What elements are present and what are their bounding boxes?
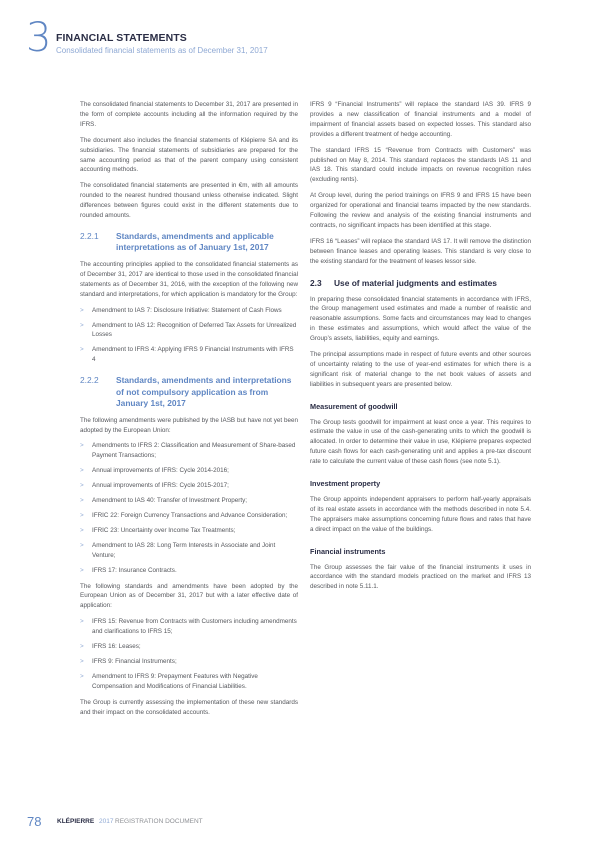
list-item: > Amendment to IFRS 9: Prepayment Features with Negative Compensation and Modifications of Financial Liabilities. [80,672,258,690]
intro-paragraph: The document also includes the financial statements of Klépierre SA and its subsidiaries. The financial statements of subsidiaries are prepared for the same accounting period as that of the parent company using consistent accounting methods. [80,136,298,174]
left-column [80,100,298,723]
subheading-investment-property: Investment property [310,479,381,489]
paragraph: The Group tests goodwill for impairment at least once a year. This requires to estimate the value in use of the cash-generating units to which the goodwill is allocated. In order to determine their value in use, Klépierre prepares expected future cash flows for each cash-generating unit and applies a pre-tax discount rate to calculate the current value of these cash flows (see note 5.1). [310,418,531,466]
document-year: 2017 [99,818,114,825]
chevron-bullet-icon: > [80,306,84,314]
chevron-bullet-icon: > [80,643,84,651]
chevron-bullet-icon: > [80,321,84,329]
mandatory-standards-list [80,306,298,366]
list-item: > Amendment to IAS 40: Transfer of Investment Property; [80,497,248,505]
list-item: > Annual improvements of IFRS: Cycle 2014-2016; [80,467,229,475]
chevron-bullet-icon: > [80,657,84,665]
brand-name: KLÉPIERRE [57,818,95,825]
paragraph: The standard IFRS 15 “Revenue from Contracts with Customers” was published on May 8, 2014. This standard replaces the standards IAS 11 and IAS 18. This standard could include impacts on revenue recognition rules (excluding rents). [310,146,531,184]
chapter-title: FINANCIAL STATEMENTS [56,32,187,44]
section-title: Standards, amendments and applicable interpretations as of January 1st, 2017 [116,230,274,253]
list-item: > IFRIC 22: Foreign Currency Transactions and Advance Consideration; [80,511,288,519]
iasb-amendments-list [80,441,298,575]
chevron-bullet-icon: > [80,541,84,549]
section-paragraph: The Group is currently assessing the implementation of these new standards and their impact on the consolidated accounts. [80,698,298,716]
list-item: > Amendment to IAS 28: Long Term Interests in Associate and Joint Venture; [80,541,276,559]
list-item: > IFRS 17: Insurance Contracts. [80,566,177,574]
subheading-goodwill: Measurement of goodwill [310,401,398,411]
list-item: > IFRS 15: Revenue from Contracts with Customers including amendments and clarifications to IFRS 15; [80,618,297,636]
list-item: > Amendments to IFRS 2: Classification and Measurement of Share-based Payment Transactions; [80,442,296,460]
paragraph: IFRS 16 “Leases” will replace the standard IAS 17. It will remove the distinction between finance leases and operating leases. This standard is very close to the existing standard for the treatment of leases lessor side. [310,237,531,265]
paragraph: At Group level, during the period trainings on IFRS 9 and IFRS 15 have been organized for operational and financial teams impacted by the new standards. Following the review and analysis of the existing financial instruments and contracts, no significant impacts has been identified at this stage. [310,192,531,229]
paragraph: IFRS 9 “Financial Instruments” will replace the standard IAS 39. IFRS 9 provides a new classification of financial instruments and a model of impairment of financial assets based on expected losses. This standard also provides a different treatment of hedge accounting. [310,101,531,138]
list-item: > Amendment to IFRS 4: Applying IFRS 9 Financial Instruments with IFRS 4 [80,346,294,364]
chevron-bullet-icon: > [80,618,84,626]
intro-paragraph: The consolidated financial statements to December 31, 2017 are presented in the form of complete accounts including all the information required by the IFRS. [80,101,298,128]
section-number: 2.2.2 [80,375,99,386]
eu-adopted-standards-list [80,617,298,691]
section-heading-2-2-2 [80,375,298,410]
paragraph: In preparing these consolidated financial statements in accordance with IFRS, the Group management used estimates and made a number of realistic and reasonable assumptions. Some facts and circumstances may lead to changes in these estimates and assumptions, which would affect the value of the Group’s assets, liabilities, equity and earnings. [310,295,531,343]
section-title: Standards, amendments and interpretations of not compulsory application as from January 1st, 2017 [116,375,292,409]
list-item: > IFRS 16: Leases; [80,643,141,651]
list-item: > IFRS 9: Financial Instruments; [80,657,177,665]
section-heading-2-2-1 [80,231,298,254]
paragraph: The principal assumptions made in respect of future events and other sources of uncertainty relating to the use of year-end estimates for which there is a significant risk of material change to the net book values of assets and liabilities in subsequent years are presented below. [310,351,531,388]
right-column [310,100,531,598]
chevron-bullet-icon: > [80,482,84,490]
page-number: 78 [27,814,42,829]
document-name: REGISTRATION DOCUMENT [115,818,203,825]
section-title: Use of material judgments and estimates [334,277,497,288]
chevron-bullet-icon: > [80,467,84,475]
chevron-bullet-icon: > [80,497,84,505]
chevron-bullet-icon: > [80,672,84,680]
section-paragraph: The following amendments were published by the IASB but have not yet been adopted by the European Union: [80,416,298,434]
chapter-number: 3 [26,15,52,61]
section-number: 2.2.1 [80,230,99,241]
chevron-bullet-icon: > [80,511,84,519]
section-paragraph: The accounting principles applied to the consolidated financial statements as of December 31, 2017 are identical to those used in the consolidated financial statements as of December 31, 2016, with the exception of the following new standard and interpretations, for which application is mandatory for the Group: [80,260,298,298]
list-item: > Annual improvements of IFRS: Cycle 2015-2017; [80,482,229,490]
section-paragraph: The following standards and amendments have been adopted by the European Union as of December 31, 2017 but with a later effective date of application: [80,582,298,610]
chapter-subtitle: Consolidated financial statements as of December 31, 2017 [56,46,268,55]
list-item: > Amendment to IAS 12: Recognition of Deferred Tax Assets for Unrealized Losses [80,321,297,339]
chevron-bullet-icon: > [80,346,84,354]
list-item: > IFRIC 23: Uncertainty over Income Tax Treatments; [80,526,236,534]
list-item: > Amendment to IAS 7: Disclosure Initiative: Statement of Cash Flows [80,306,282,314]
paragraph: The Group appoints independent appraisers to perform half-yearly appraisals of its real estate assets in accordance with the methods described in note 5.4. The appraisers make assumptions concerning future flows and rates that have a direct impact on the value of the buildings. [310,496,531,533]
intro-paragraph: The consolidated financial statements are presented in €m, with all amounts rounded to the nearest hundred thousand unless otherwise indicated. Slight differences between figures could exist in the different statements due to rounded amounts. [80,182,298,220]
section-number: 2.3 [310,277,322,288]
subheading-financial-instruments: Financial instruments [310,546,386,556]
paragraph: The Group assesses the fair value of the financial instruments it uses in accordance with the standard models practiced on the market and IFRS 13 described in note 5.11.1. [310,563,531,591]
chevron-bullet-icon: > [80,566,84,574]
chevron-bullet-icon: > [80,442,84,450]
section-heading-2-3 [310,279,531,289]
chevron-bullet-icon: > [80,526,84,534]
